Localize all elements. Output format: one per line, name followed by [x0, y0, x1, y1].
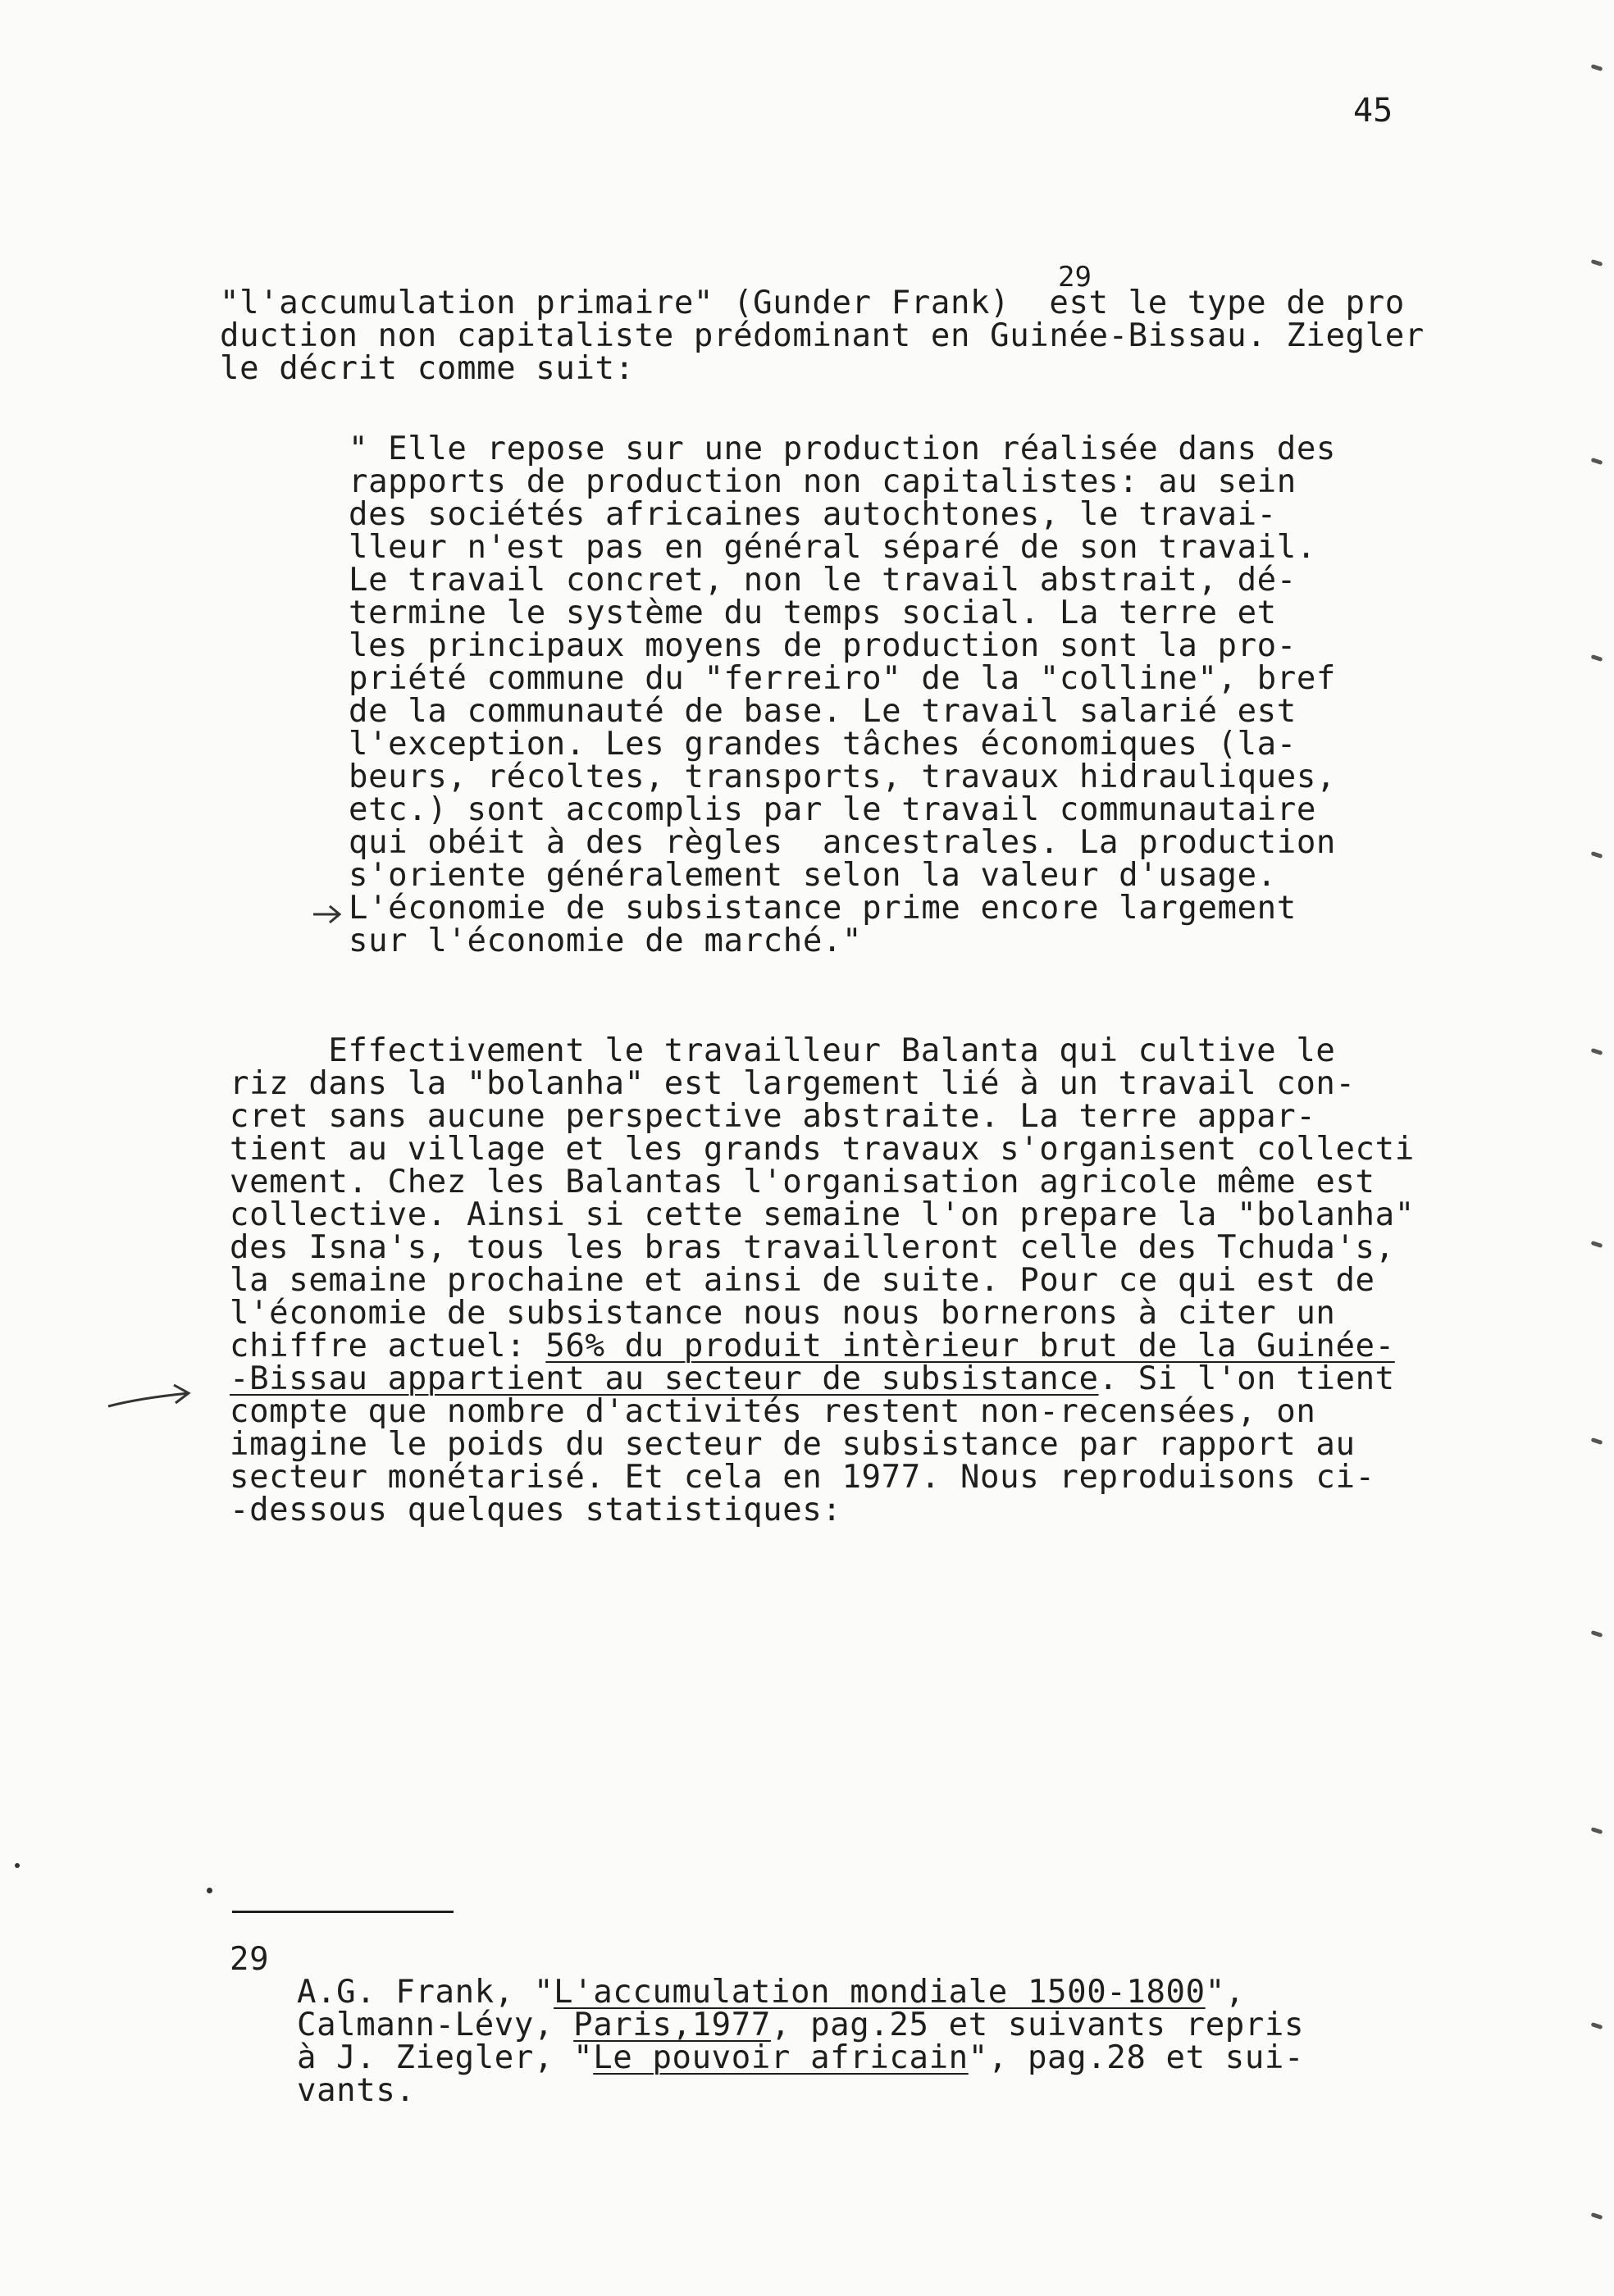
underlined-statistic: -Bissau appartient au secteur de subsistance [230, 1360, 1099, 1397]
quote-line: l'exception. Les grandes tâches économiques (la- [349, 726, 1297, 763]
paragraph-line: -dessous quelques statistiques: [230, 1492, 842, 1528]
margin-mark [1591, 1241, 1603, 1248]
page-number: 45 [1353, 92, 1393, 130]
quote-line: qui obéit à des règles ancestrales. La production [349, 824, 1336, 861]
paragraph-line: Effectivement le travailleur Balanta qui cultive le [230, 1032, 1336, 1069]
footnote-line [297, 1976, 1245, 2009]
margin-mark [1591, 2212, 1603, 2220]
margin-mark [1591, 1437, 1603, 1445]
paragraph-line: la semaine prochaine et ainsi de suite. Pour ce qui est de [230, 1262, 1375, 1299]
margin-mark [1591, 1048, 1603, 1055]
paragraph-line: imagine le poids du secteur de subsistance par rapport au [230, 1426, 1356, 1463]
quote-line: les principaux moyens de production sont la pro- [349, 627, 1297, 664]
ink-speck [15, 1863, 20, 1868]
ink-speck [207, 1888, 212, 1893]
line-text: chiffre actuel: [230, 1328, 546, 1364]
paragraph-line: secteur monétarisé. Et cela en 1977. Nous reproduisons ci- [230, 1459, 1375, 1496]
paragraph-line: tient au village et les grands travaux s'organisent collecti [230, 1131, 1415, 1168]
quote-line: lleur n'est pas en général séparé de son travail. [349, 529, 1316, 566]
footnote-reference: 29 [1058, 261, 1092, 294]
paragraph-line: cret sans aucune perspective abstraite. La terre appar- [230, 1098, 1316, 1135]
paragraph-line: le décrit comme suit: [220, 350, 635, 387]
footnote-number: 29 [230, 1941, 270, 1978]
paragraph-line: compte que nombre d'activités restent non-recensées, on [230, 1393, 1316, 1430]
line-text: à J. Ziegler, " [297, 2039, 594, 2076]
quote-line: Le travail concret, non le travail abstrait, dé- [349, 562, 1297, 599]
margin-mark [1591, 851, 1603, 859]
footnote-separator [232, 1911, 454, 1913]
footnote-line [297, 2009, 1304, 2042]
paragraph-line: l'économie de subsistance nous nous bornerons à citer un [230, 1295, 1336, 1332]
quote-line: sur l'économie de marché." [349, 922, 863, 959]
underlined-statistic: 56% du produit intèrieur brut de la Guinée- [545, 1328, 1395, 1364]
paragraph-line: des Isna's, tous les bras travailleront celle des Tchuda's, [230, 1229, 1395, 1266]
line-text: ", pag.28 et sui- [968, 2039, 1305, 2076]
line-text: A.G. Frank, " [297, 1974, 554, 2011]
line-text: Calmann-Lévy, [297, 2007, 574, 2043]
paragraph-line: "l'accumulation primaire" (Gunder Frank) est le type de pro [220, 285, 1405, 321]
handwritten-arrow-icon [312, 902, 344, 927]
publication-place: Paris,1977 [573, 2007, 771, 2043]
book-title: L'accumulation mondiale 1500-1800 [554, 1974, 1206, 2011]
margin-mark [1591, 64, 1603, 71]
quote-line: rapports de production non capitalistes: au sein [349, 463, 1297, 500]
margin-mark [1591, 259, 1603, 266]
paragraph-line: vement. Chez les Balantas l'organisation agricole même est [230, 1164, 1375, 1200]
paragraph-line [230, 1360, 1395, 1397]
line-text: . Si l'on tient [1098, 1360, 1395, 1397]
quote-line: beurs, récoltes, transports, travaux hidrauliques, [349, 758, 1336, 795]
quote-line: s'oriente généralement selon la valeur d'usage. [349, 857, 1277, 894]
margin-mark [1591, 2022, 1603, 2029]
quote-line: de la communauté de base. Le travail salarié est [349, 693, 1297, 730]
line-text: , pag.25 et suivants repris [770, 2007, 1305, 2043]
paragraph-line: riz dans la "bolanha" est largement lié à un travail con- [230, 1065, 1356, 1102]
quote-line: " Elle repose sur une production réalisée dans des [349, 430, 1336, 467]
quote-line: priété commune du "ferreiro" de la "colline", bref [349, 660, 1336, 697]
quote-line: etc.) sont accomplis par le travail communautaire [349, 791, 1316, 828]
margin-mark [1591, 1630, 1603, 1638]
margin-mark [1591, 458, 1603, 465]
handwritten-arrow-icon [107, 1382, 197, 1419]
book-title: Le pouvoir africain [593, 2039, 969, 2076]
quote-line: termine le système du temps social. La terre et [349, 594, 1277, 631]
paragraph-line: duction non capitaliste prédominant en Guinée-Bissau. Ziegler [220, 317, 1425, 354]
margin-mark [1591, 654, 1603, 662]
footnote-line [297, 2039, 1305, 2076]
paragraph-line: collective. Ainsi si cette semaine l'on prepare la "bolanha" [230, 1196, 1415, 1233]
quote-line: L'économie de subsistance prime encore largement [349, 890, 1297, 927]
margin-mark [1591, 1827, 1603, 1834]
footnote-line: vants. [297, 2072, 416, 2109]
paragraph-line [230, 1330, 1395, 1363]
quote-line: des sociétés africaines autochtones, le travai- [349, 496, 1277, 533]
line-text: ", [1205, 1974, 1245, 2011]
